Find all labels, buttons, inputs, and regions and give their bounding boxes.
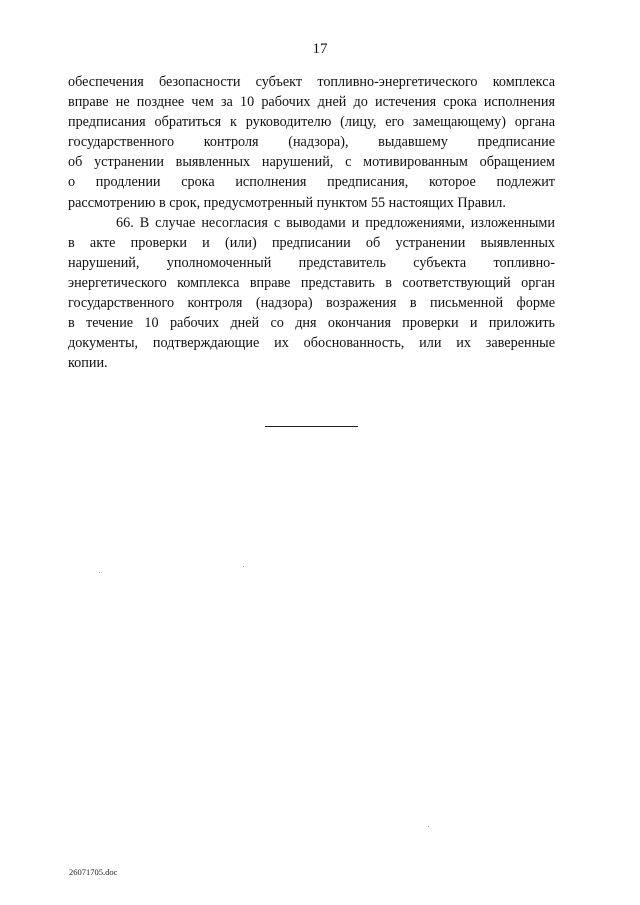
text-line: документы, подтверждающие их обоснованность, или их заверенные xyxy=(68,335,555,352)
text-line: копии. xyxy=(68,355,108,372)
end-separator-line xyxy=(265,426,358,427)
text-line: обеспечения безопасности субъект топливно-энергетического комплекса xyxy=(68,74,555,90)
text-line: о продлении срока исполнения предписания, которое подлежит xyxy=(68,174,555,191)
text-line: нарушений, уполномоченный представитель субъекта топливно- xyxy=(68,254,555,271)
text-line: государственного контроля (надзора), выдавшему предписание xyxy=(68,134,555,151)
text-line: рассмотрению в срок, предусмотренный пунктом 55 настоящих Правил. xyxy=(68,194,506,211)
scan-speck xyxy=(428,826,429,827)
paragraph-continuation xyxy=(68,72,555,213)
text-line: в акте проверки и (или) предписании об устранении выявленных xyxy=(68,234,555,251)
paragraph-66 xyxy=(68,213,555,374)
text-line: 66. В случае несогласия с выводами и предложениями, изложенными xyxy=(116,214,555,231)
document-body xyxy=(68,72,555,373)
text-line: вправе не позднее чем за 10 рабочих дней до истечения срока исполнения xyxy=(68,94,555,111)
text-line: в течение 10 рабочих дней со дня окончания проверки и приложить xyxy=(68,315,555,332)
text-line: энергетического комплекса вправе представить в соответствующий орган xyxy=(68,274,555,291)
text-line: государственного контроля (надзора) возражения в письменной форме xyxy=(68,295,555,312)
scan-speck xyxy=(243,566,244,567)
footer-file-name: 26071705.doc xyxy=(69,867,118,877)
text-line: об устранении выявленных нарушений, с мотивированным обращением xyxy=(68,154,555,171)
text-line: предписания обратиться к руководителю (лицу, его замещающему) органа xyxy=(68,114,555,131)
page-number: 17 xyxy=(312,41,328,57)
scan-speck xyxy=(99,572,100,573)
